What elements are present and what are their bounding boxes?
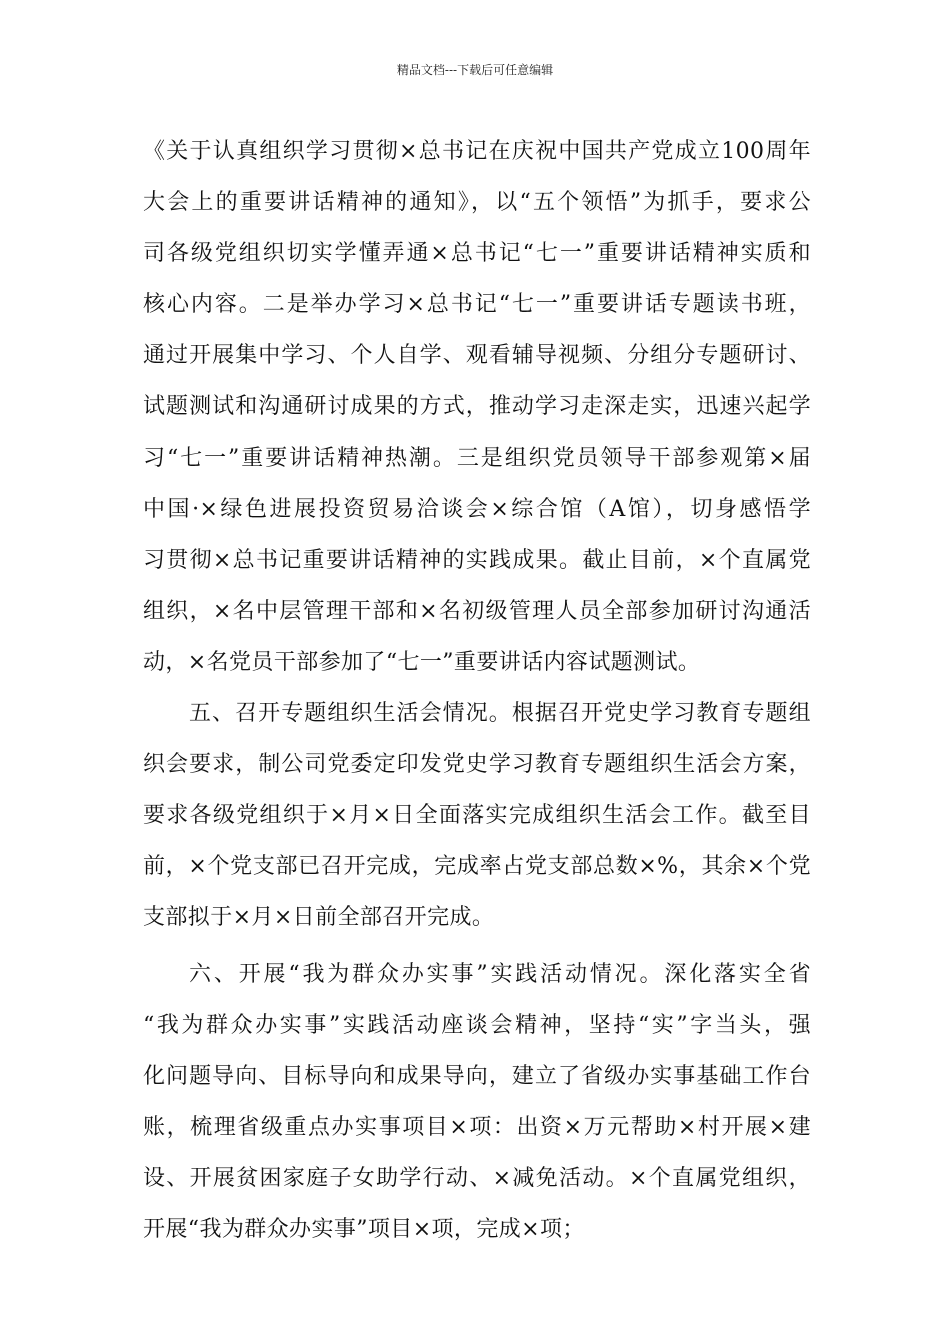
text-line: 《关于认真组织学习贯彻×总书记在庆祝中国共产党成立100周年	[143, 139, 811, 164]
paragraph-3	[143, 949, 811, 1256]
text-line: 化问题导向、目标导向和成果导向，建立了省级办实事基础工作台	[143, 1063, 811, 1089]
text-line: 试题测试和沟通研讨成果的方式，推动学习走深走实，迅速兴起学	[143, 394, 811, 420]
document-body	[143, 126, 811, 1255]
text-line: 通过开展集中学习、个人自学、观看辅导视频、分组分专题研讨、	[143, 343, 811, 369]
text-line: 五、召开专题组织生活会情况。根据召开党史学习教育专题组	[189, 701, 811, 727]
text-line: 核心内容。二是举办学习×总书记“七一”重要讲话专题读书班，	[143, 292, 811, 318]
text-line: “我为群众办实事”实践活动座谈会精神，坚持“实”字当头，强	[143, 1012, 811, 1038]
text-line: 账，梳理省级重点办实事项目×项：出资×万元帮助×村开展×建	[143, 1114, 811, 1140]
text-line: 大会上的重要讲话精神的通知》，以“五个领悟”为抓手，要求公	[143, 190, 811, 216]
text-line: 支部拟于×月×日前全部召开完成。	[143, 905, 495, 931]
paragraph-1	[143, 126, 811, 688]
text-line: 中国·×绿色进展投资贸易洽谈会×综合馆（A馆），切身感悟学	[143, 496, 811, 522]
text-line: 习贯彻×总书记重要讲话精神的实践成果。截止目前，×个直属党	[143, 547, 811, 573]
page-header: 精品文档---下载后可任意编辑	[396, 63, 554, 77]
text-line: 织会要求，制公司党委定印发党史学习教育专题组织生活会方案，	[143, 752, 811, 778]
text-line: 前，×个党支部已召开完成，完成率占党支部总数×%，其余×个党	[143, 854, 811, 880]
text-line: 六、开展“我为群众办实事”实践活动情况。深化落实全省	[189, 961, 811, 987]
text-line: 组织，×名中层管理干部和×名初级管理人员全部参加研讨沟通活	[143, 598, 811, 624]
paragraph-2	[143, 688, 811, 943]
text-line: 动，×名党员干部参加了“七一”重要讲话内容试题测试。	[143, 649, 701, 675]
text-line: 司各级党组织切实学懂弄通×总书记“七一”重要讲话精神实质和	[143, 241, 811, 267]
text-line: 设、开展贫困家庭子女助学行动、×减免活动。×个直属党组织，	[143, 1165, 811, 1191]
text-line: 习“七一”重要讲话精神热潮。三是组织党员领导干部参观第×届	[143, 445, 811, 471]
text-line: 开展“我为群众办实事”项目×项，完成×项；	[143, 1216, 585, 1242]
text-line: 要求各级党组织于×月×日全面落实完成组织生活会工作。截至目	[143, 803, 811, 829]
